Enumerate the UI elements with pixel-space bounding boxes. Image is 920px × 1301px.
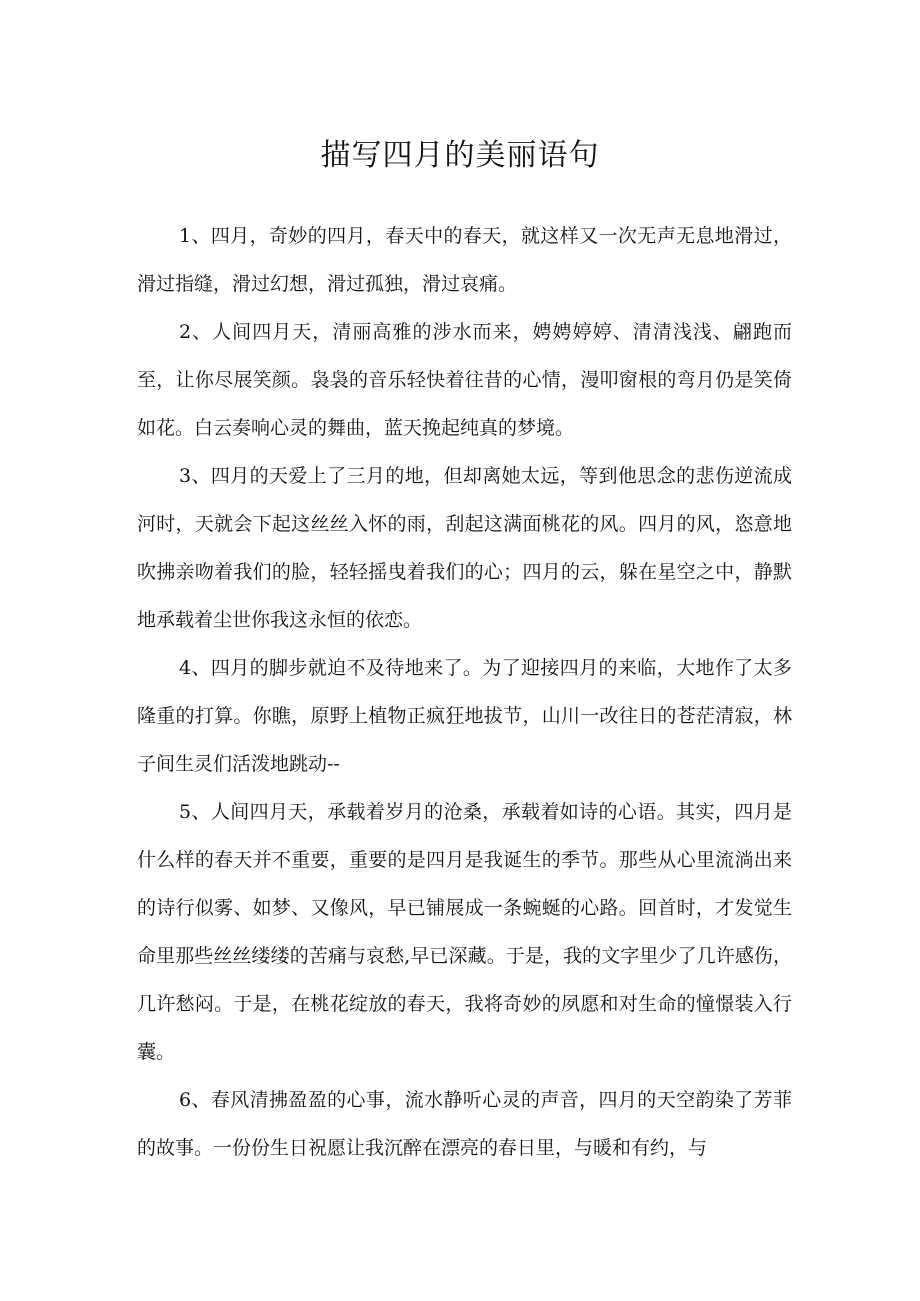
paragraph-5: 5、人间四月天，承载着岁月的沧桑，承载着如诗的心语。其实，四月是什么样的春天并不重要，重要的是四月是我诞生的季节。那些从心里流淌出来的诗行似雾、如梦、又像风，早已铺展成一条蜿蜒的心路。回首时，才发觉生命里那些丝丝缕缕的苦痛与哀愁,早已深藏。于是，我的文字里少了几许感伤，几许愁闷。于是，在桃花绽放的春天，我将奇妙的夙愿和对生命的憧憬装入行囊。 [137, 801, 792, 1063]
paragraph-3: 3、四月的天爱上了三月的地，但却离她太远，等到他思念的悲伤逆流成河时，天就会下起这丝丝入怀的雨，刮起这满面桃花的风。四月的风，恣意地吹拂亲吻着我们的脸，轻轻摇曳着我们的心；四月的云，躲在星空之中，静默地承载着尘世你我这永恒的依恋。 [137, 465, 792, 631]
document-body [137, 212, 792, 1172]
paragraph-2: 2、人间四月天，清丽高雅的涉水而来，娉娉婷婷、清清浅浅、翩跑而至，让你尽展笑颜。袅袅的音乐轻快着往昔的心情，漫叩窗根的弯月仍是笑倚如花。白云奏响心灵的舞曲，蓝天挽起纯真的梦境。 [137, 321, 792, 439]
paragraph-6: 6、春风清拂盈盈的心事，流水静听心灵的声音，四月的天空韵染了芳菲的故事。一份份生日祝愿让我沉醉在漂亮的春日里，与暖和有约，与 [137, 1089, 792, 1159]
page-title: 描写四月的美丽语句 [320, 138, 600, 173]
paragraph-4: 4、四月的脚步就迫不及待地来了。为了迎接四月的来临，大地作了太多隆重的打算。你瞧，原野上植物正疯狂地拔节，山川一改往日的苍茫清寂，林子间生灵们活泼地跳动-- [137, 657, 792, 775]
paragraph-1: 1、四月，奇妙的四月，春天中的春天，就这样又一次无声无息地滑过，滑过指缝，滑过幻想，滑过孤独，滑过哀痛。 [137, 225, 792, 295]
